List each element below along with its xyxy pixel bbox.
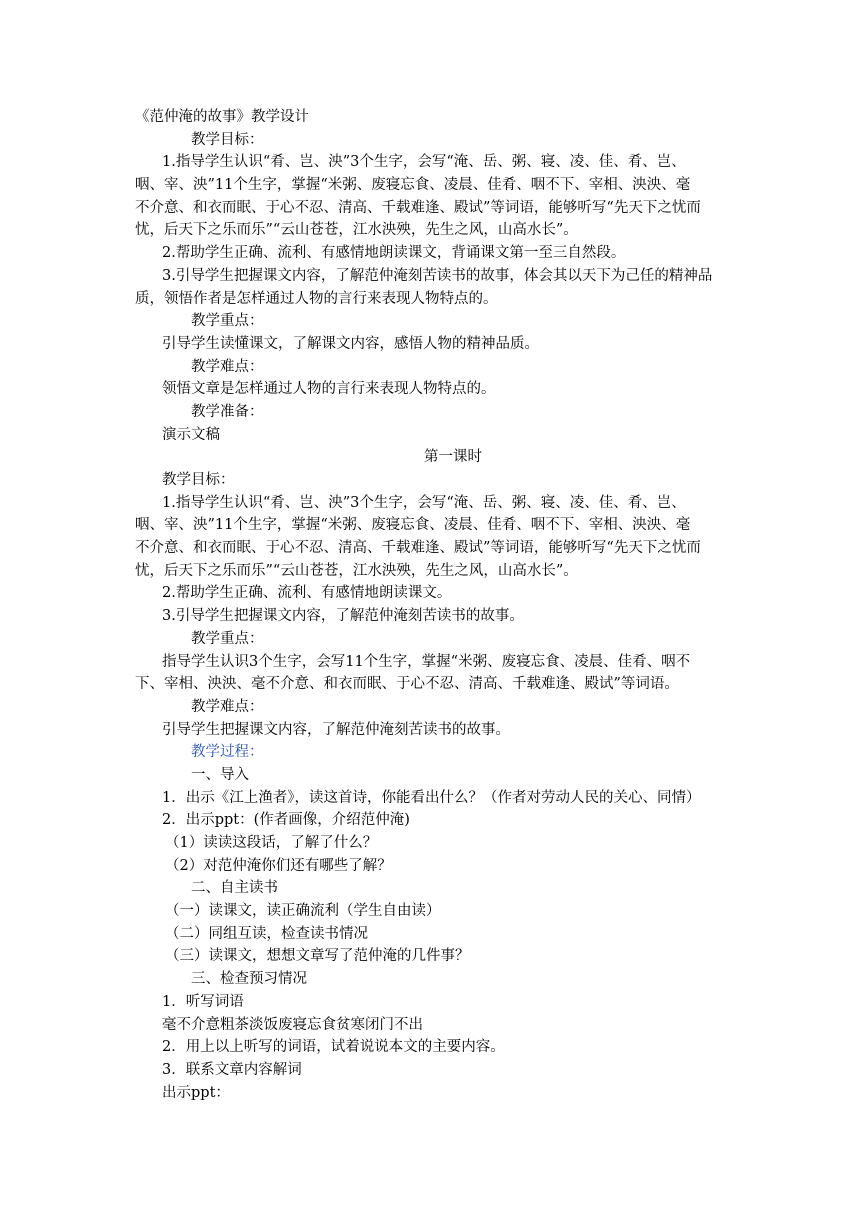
text-line: 1.指导学生认识“肴、岂、泱”3个生字，会写“淹、岳、粥、寝、凌、佳、肴、岂、 <box>162 154 686 171</box>
text-line: 不介意、和衣而眠、于心不忍、清高、千载难逢、殿试”等词语，能够听写“先天下之忧而 <box>135 540 701 557</box>
text-line: 质，领悟作者是怎样通过人物的言行来表现人物特点的。 <box>135 290 498 307</box>
text-line: 2.帮助学生正确、流利、有感情地朗读课文，背诵课文第一至三自然段。 <box>162 245 626 262</box>
text-line: 咽、宰、泱”11个生字，掌握“米粥、废寝忘食、凌晨、佳肴、咽不下、宰相、泱泱、毫 <box>135 177 691 194</box>
text-line: 演示文稿 <box>162 426 220 443</box>
text-line: 3.引导学生把握课文内容，了解范仲淹刻苦读书的故事。 <box>162 608 524 625</box>
document-body <box>135 106 735 1104</box>
text-line: 教学目标： <box>191 131 264 148</box>
text-line: 领悟文章是怎样通过人物的言行来表现人物特点的。 <box>162 381 496 398</box>
text-line: 引导学生读懂课文，了解课文内容，感悟人物的精神品质。 <box>162 335 539 352</box>
text-line: （1）读读这段话，了解了什么？ <box>165 835 378 851</box>
text-line: 3.引导学生把握课文内容，了解范仲淹刻苦读书的故事，体会其以天下为己任的精神品 <box>162 267 713 284</box>
text-line: 毫不介意粗茶淡饭废寝忘食贫寒闭门不出 <box>162 1016 423 1033</box>
text-line: 不介意、和衣而眠、于心不忍、清高、千载难逢、殿试”等词语，能够听写“先天下之忧而 <box>135 199 701 216</box>
text-line: （二）同组互读，检查读书情况 <box>165 925 368 942</box>
document-title: 《范仲淹的故事》教学设计 <box>135 109 309 125</box>
text-line: 三、检查预习情况 <box>191 971 307 988</box>
text-line: 教学重点： <box>191 313 264 330</box>
text-line: （一）读课文，读正确流利（学生自由读） <box>165 903 441 920</box>
text-line: 2.帮助学生正确、流利、有感情地朗读课文。 <box>162 585 452 602</box>
section-heading: 第一课时 <box>424 449 482 466</box>
text-line: 教学难点： <box>191 698 264 715</box>
text-line: 教学目标： <box>162 472 235 488</box>
text-line: 1．听写词语 <box>162 993 244 1010</box>
text-line: （三）读课文，想想文章写了范仲淹的几件事？ <box>165 948 470 965</box>
text-line: 2．用上以上听写的词语，试着说说本文的主要内容。 <box>162 1039 505 1056</box>
text-line: 1．出示《江上渔者》，读这首诗，你能看出什么？（作者对劳动人民的关心、同情） <box>162 789 701 806</box>
text-line: 2．出示ppt：(作者画像，介绍范仲淹) <box>162 812 410 829</box>
text-line: 指导学生认识3个生字，会写11个生字，掌握“米粥、废寝忘食、凌晨、佳肴、咽不 <box>162 653 691 670</box>
text-line: （2）对范仲淹你们还有哪些了解？ <box>165 857 392 874</box>
text-line: 教学准备： <box>191 403 264 420</box>
text-line: 3．联系文章内容解词 <box>162 1061 302 1078</box>
text-line: 忧，后天下之乐而乐”“云山苍苍，江水泱殃，先生之风，山高水长”。 <box>135 562 578 579</box>
text-line: 教学过程： <box>191 744 264 761</box>
text-line: 教学难点： <box>191 358 264 375</box>
text-line: 引导学生把握课文内容，了解范仲淹刻苦读书的故事。 <box>162 721 510 738</box>
text-line: 下、宰相、泱泱、毫不介意、和衣而眠、于心不忍、清高、千载难逢、殿试”等词语。 <box>135 676 679 693</box>
text-line: 二、自主读书 <box>191 880 278 897</box>
text-line: 咽、宰、泱”11个生字，掌握“米粥、废寝忘食、凌晨、佳肴、咽不下、宰相、泱泱、毫 <box>135 517 691 534</box>
text-line: 一、导入 <box>191 766 249 783</box>
text-line: 1.指导学生认识“肴、岂、泱”3个生字，会写“淹、岳、粥、寝、凌、佳、肴、岂、 <box>162 494 686 511</box>
text-line: 教学重点： <box>191 630 264 647</box>
text-line: 出示ppt： <box>162 1084 230 1101</box>
text-line: 忧，后天下之乐而乐”“云山苍苍，江水泱殃，先生之风，山高水长”。 <box>135 222 578 239</box>
